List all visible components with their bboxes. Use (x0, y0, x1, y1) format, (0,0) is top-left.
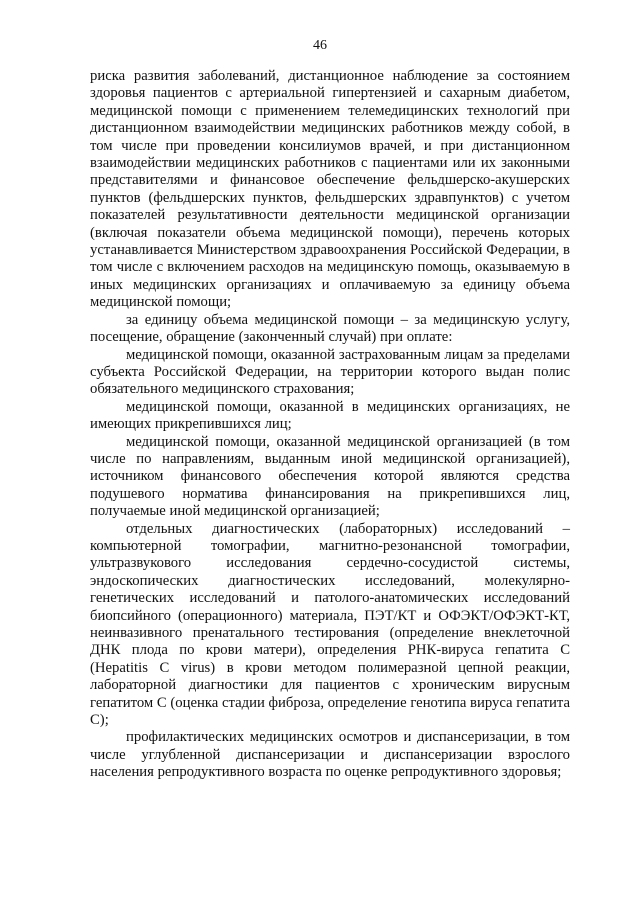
paragraph-diagnostic-studies: отдельных диагностических (лабораторных) исследований – компьютерной томографии, магнитно-резонансной томографии, ультразвукового исследования сердечно-сосудистой системы, эндоскопических диагностических исследований, молекулярно-генетических исследований и патолого-анатомических исследований биопсийного (операционного) материала, ПЭТ/КТ и ОФЭКТ/ОФЭКТ-КТ, неинвазивного пренатального тестирования (определение внеклеточной ДНК плода по крови матери), определения РНК-вируса гепатита С (Hepatitis C virus) в крови методом полимеразной цепной реакции, лабораторной диагностики для пациентов с хроническим вирусным гепатитом С (оценка стадии фиброза, определение генотипа вируса гепатита С); (90, 520, 570, 729)
paragraph-insured-outside-region: медицинской помощи, оказанной застрахованным лицам за пределами субъекта Российской Федерации, на территории которого выдан полис обязательного медицинского страхования; (90, 346, 570, 398)
body-text (90, 68, 570, 782)
page-number: 46 (313, 38, 327, 53)
paragraph-continuation: риска развития заболеваний, дистанционное наблюдение за состоянием здоровья пациентов с артериальной гипертензией и сахарным диабетом, медицинской помощи с применением телемедицинских технологий при дистанционном взаимодействии медицинских работников между собой, в том числе при проведении консилиумов врачей, и при дистанционном взаимодействии медицинских работников с пациентами или их законными представителями и финансовое обеспечение фельдшерско-акушерских пунктов (фельдшерских пунктов, фельдшерских здравпунктов) с учетом показателей результативности деятельности медицинской организации (включая показатели объема медицинской помощи), перечень которых устанавливается Министерством здравоохранения Российской Федерации, в том числе с включением расходов на медицинскую помощь, оказываемую в иных медицинских организациях и оплачиваемую за единицу объема медицинской помощи; (90, 68, 570, 311)
paragraph-other-organization-referral: медицинской помощи, оказанной медицинской организацией (в том числе по направлениям, выданным иной медицинской организацией), источником финансового обеспечения которой являются средства подушевого норматива финансирования на прикрепившихся лиц, получаемые иной медицинской организацией; (90, 433, 570, 520)
paragraph-per-unit-volume: за единицу объема медицинской помощи – за медицинскую услугу, посещение, обращение (законченный случай) при оплате: (90, 311, 570, 346)
paragraph-preventive-exams: профилактических медицинских осмотров и диспансеризации, в том числе углубленной диспансеризации и диспансеризации взрослого населения репродуктивного возраста по оценке репродуктивного здоровья; (90, 729, 570, 781)
paragraph-no-attached-persons: медицинской помощи, оказанной в медицинских организациях, не имеющих прикрепившихся лиц; (90, 398, 570, 433)
